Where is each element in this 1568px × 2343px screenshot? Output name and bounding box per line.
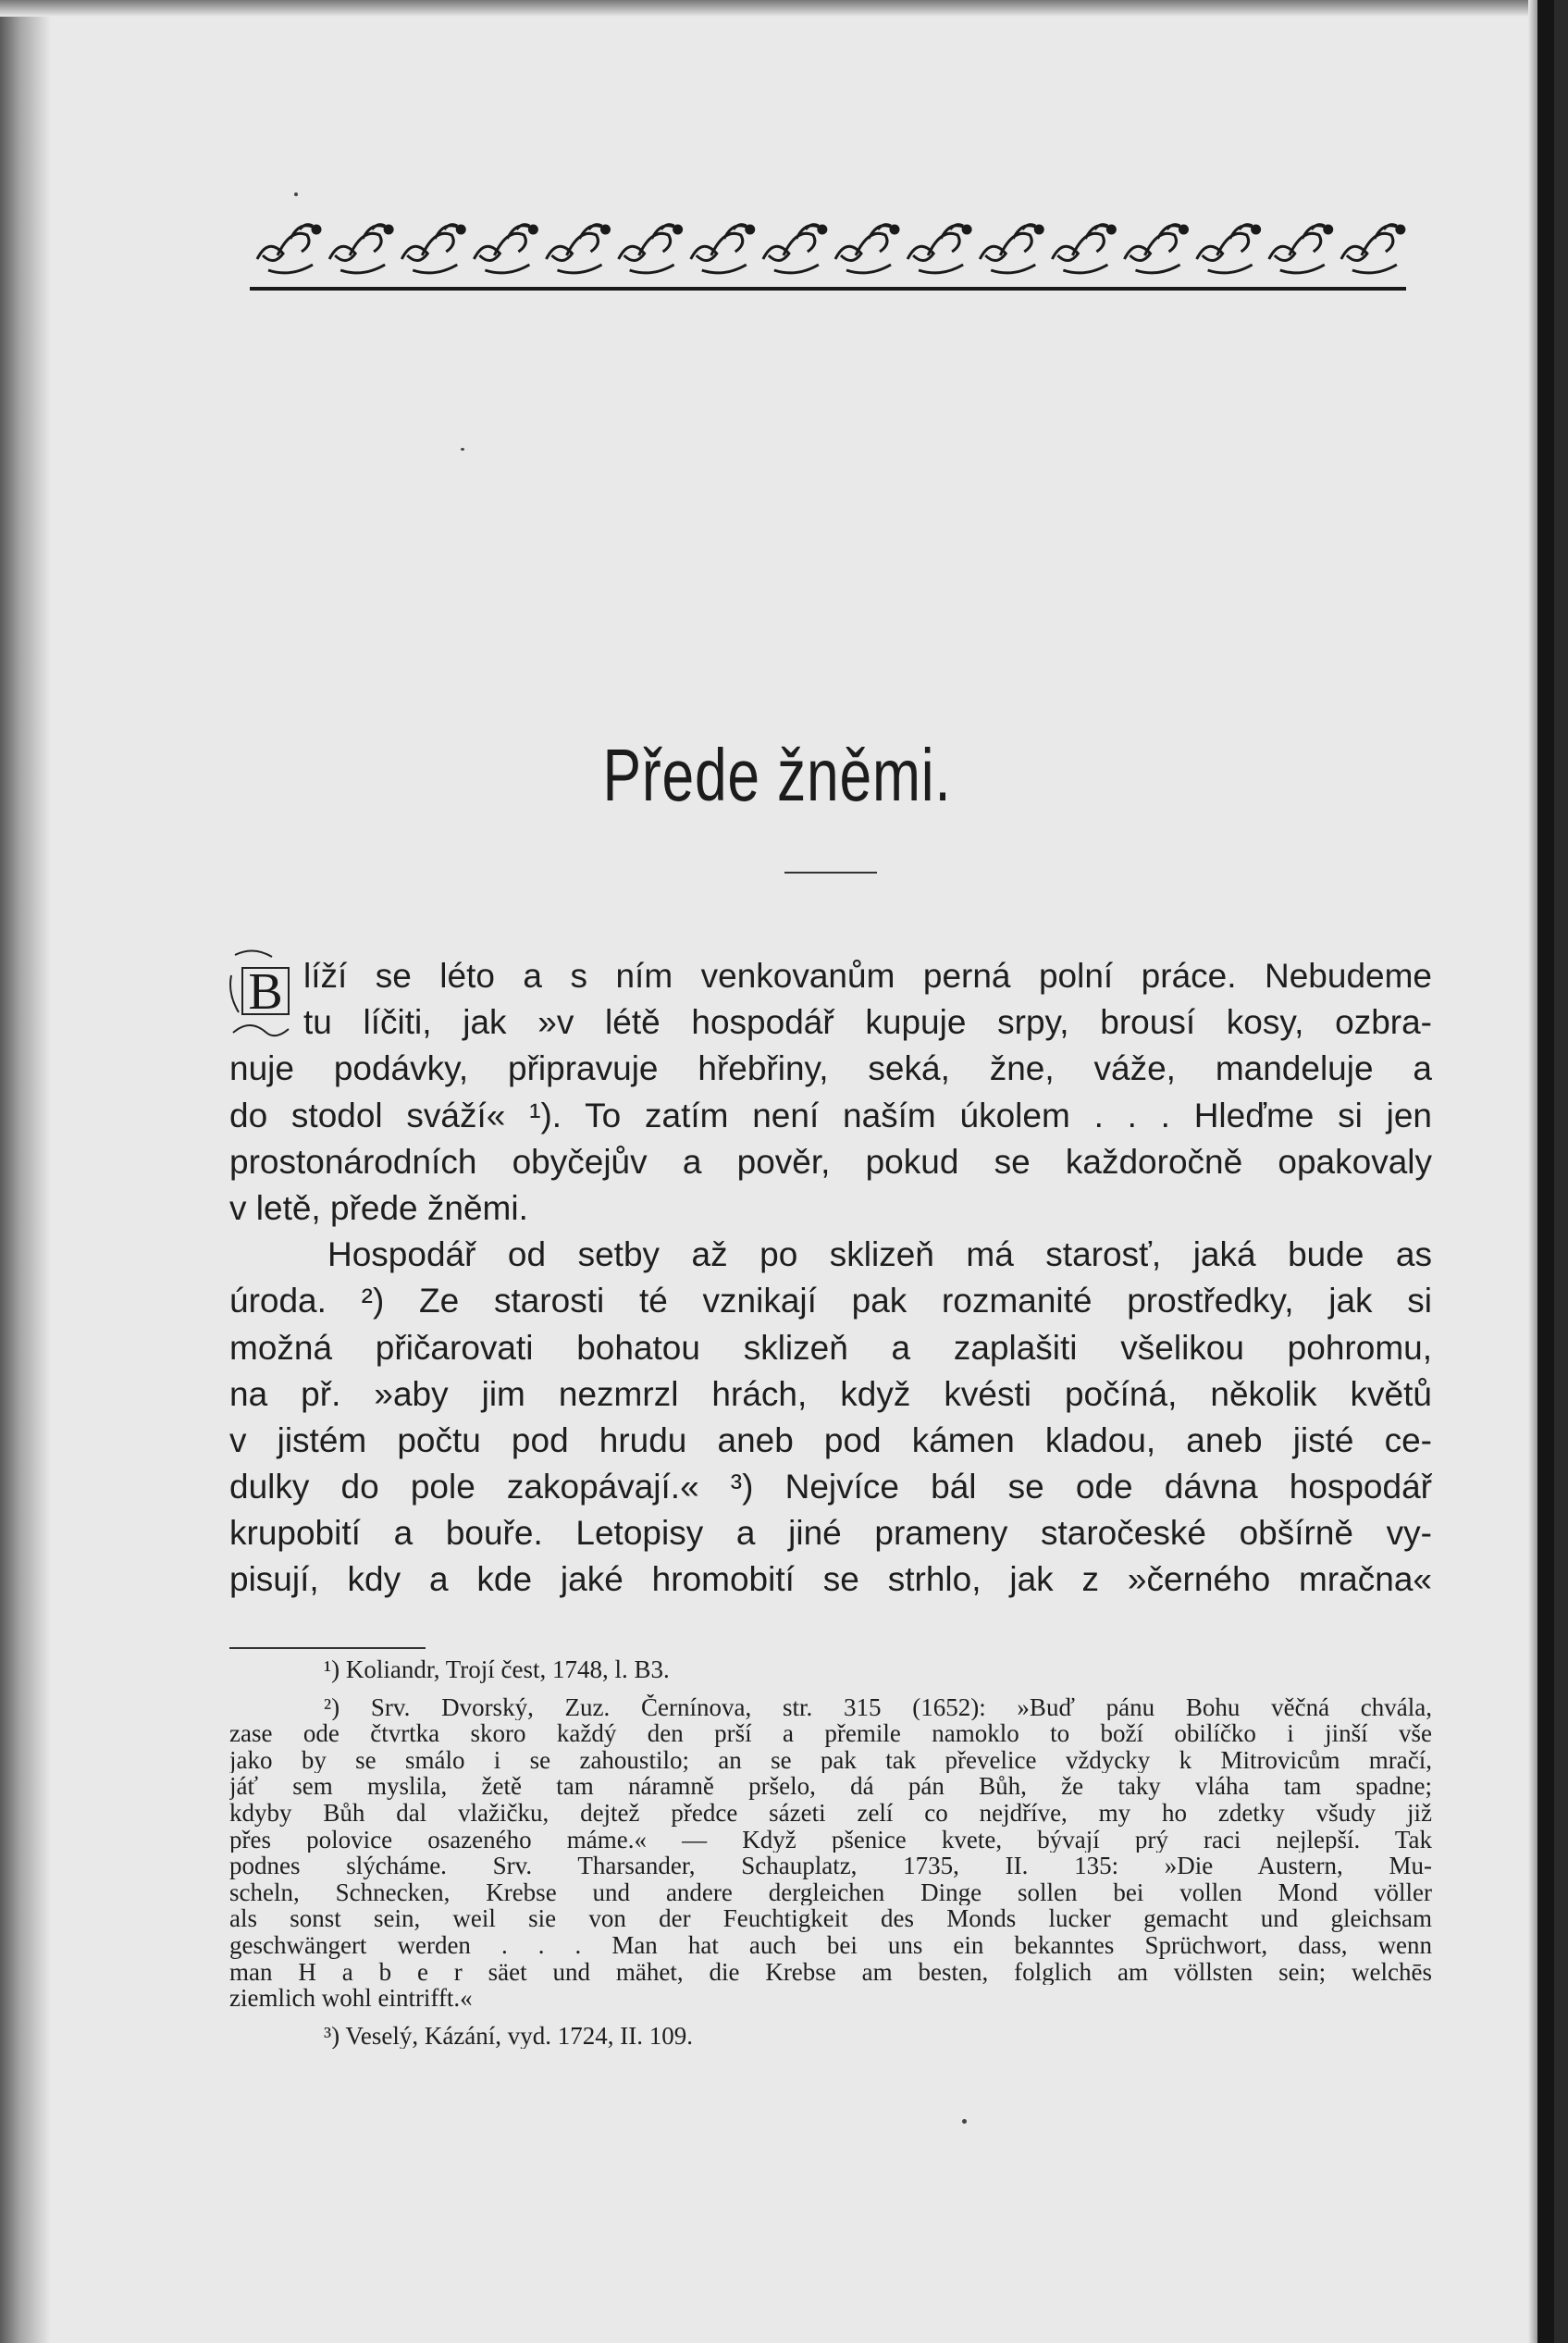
- ornament-dot: [385, 226, 392, 233]
- svg-text:B: B: [248, 963, 283, 1021]
- ornament-dot: [674, 226, 682, 233]
- body-line: možná přičarovati bohatou sklizeň a zaplašiti všelikou pohromu,: [229, 1328, 1432, 1367]
- body-line: prostonárodních obyčejův a pověr, pokud se každoročně opakovaly: [229, 1142, 1432, 1181]
- ornament-dot: [1035, 226, 1043, 233]
- footnote-line: podnes slýcháme. Srv. Tharsander, Schauplatz, 1735, II. 135: »Die Austern, Mu-: [229, 1853, 1432, 1879]
- page-edge-shadow: [1528, 0, 1537, 2343]
- footnote-line: scheln, Schnecken, Krebse und andere dergleichen Dinge sollen bei vollen Mond völler: [229, 1878, 1432, 1906]
- ornament-dot: [747, 226, 754, 233]
- ornament-dot: [529, 226, 537, 233]
- body-line: do stodol sváží« ¹). To zatím není naším úkolem . . . Hleďme si jen: [229, 1096, 1432, 1134]
- paper-speck: [461, 448, 464, 451]
- body-line: líží se léto a s ním venkovanům perná polní práce. Nebudeme: [303, 957, 1432, 995]
- paper-speck: [962, 2119, 967, 2124]
- footnote-line: ³) Veselý, Kázání, vyd. 1724, II. 109.: [324, 2022, 694, 2050]
- body-text: [229, 953, 1432, 1604]
- body-line: pisují, kdy a kde jaké hromobití se strhlo, jak z »černého mračna«: [229, 1560, 1432, 1599]
- body-line: v letě, přede žněmi.: [229, 1188, 528, 1227]
- footnote-line: ziemlich wohl eintrifft.«: [229, 1985, 473, 2012]
- body-line: v jistém počtu pod hrudu aneb pod kámen kladou, aneb jisté ce-: [229, 1420, 1432, 1459]
- footnote-line: ²) Srv. Dvorský, Zuz. Černínova, str. 315 (1652): »Buď pánu Bohu věčná chvála,: [324, 1693, 1432, 1721]
- ornament-scroll: [835, 225, 893, 273]
- ornament-dot: [819, 226, 826, 233]
- ornament-dot: [1325, 226, 1332, 233]
- ornament-dot: [1397, 226, 1404, 233]
- decorative-header-ornament: [250, 202, 1406, 292]
- ornament-scroll: [907, 225, 965, 273]
- paper-speck: [294, 192, 298, 196]
- body-line: Hospodář od setby až po sklizeň má starosť, jaká bude as: [327, 1235, 1432, 1274]
- ornament-scroll: [1197, 225, 1254, 273]
- ornament-scroll: [691, 225, 748, 273]
- ornament-scroll: [619, 225, 676, 273]
- page-edge-right: [1537, 0, 1554, 2343]
- ornament-border-icon: [250, 202, 1406, 292]
- footnote-line: als sonst sein, weil sie von der Feuchtigkeit des Monds lucker gemacht und gleichsam: [229, 1905, 1432, 1932]
- ornament-scroll: [257, 225, 315, 273]
- ornament-scroll: [763, 225, 821, 273]
- footnote-line: přes polovice osazeného máme.« — Když pšenice kvete, bývají prý raci nejlepší. Tak: [229, 1826, 1432, 1853]
- body-line: dulky do pole zakopávají.« ³) Nejvíce bál se ode dávna hospodář: [229, 1468, 1432, 1506]
- footnote-line: man H a b e r säet und mähet, die Krebse am besten, folglich am völlsten sein; welchēs: [229, 1958, 1432, 1986]
- footnote-line: geschwängert werden . . . Man hat auch bei uns ein bekanntes Sprüchwort, dass, wenn: [229, 1931, 1432, 1959]
- ornament-dot: [1180, 226, 1188, 233]
- ornament-scroll: [547, 225, 604, 273]
- footnote-line: zase ode čtvrtka skoro každý den prší a přemile namoklo to boží obilíčko i jinší vše: [229, 1720, 1432, 1747]
- ornament-dot: [1253, 226, 1260, 233]
- footnotes: [229, 1656, 1432, 2049]
- footnote-line: ¹) Koliandr, Trojí čest, 1748, l. B3.: [324, 1656, 670, 1683]
- ornament-scroll: [329, 225, 387, 273]
- ornament-dot: [891, 226, 898, 233]
- page-shadow-left: [0, 0, 51, 2343]
- footnote-line: jako by se smálo i se zahoustilo; an se pak tak převelice vždycky k Mitrovicům mračí,: [229, 1746, 1432, 1774]
- ornament-scroll: [1269, 225, 1327, 273]
- ornament-scroll: [1125, 225, 1182, 273]
- page-shadow-top: [0, 0, 1554, 17]
- footnote-line: jáť sem myslila, žetě tam náramně pršelo, dá pán Bůh, že taky vláha tam spadne;: [229, 1773, 1432, 1800]
- body-line: nuje podávky, připravuje hřebřiny, seká, žne, váže, mandeluje a: [229, 1049, 1432, 1088]
- ornament-dot: [313, 226, 320, 233]
- ornament-scroll: [980, 225, 1037, 273]
- footnote-line: kdyby Bůh dal vlažičku, dejtež předce sázeti zelí co nejdříve, my ho zdetky všudy již: [229, 1799, 1432, 1827]
- ornament-scroll: [1341, 225, 1399, 273]
- body-line: úroda. ²) Ze starosti té vznikají pak rozmanité prostředky, jak si: [229, 1282, 1432, 1320]
- body-line: tu líčiti, jak »v létě hospodář kupuje srpy, brousí kosy, ozbra-: [303, 1003, 1432, 1042]
- title-divider: [784, 872, 877, 874]
- ornament-dot: [963, 226, 970, 233]
- ornament-dot: [1107, 226, 1115, 233]
- ornament-dot: [602, 226, 610, 233]
- ornament-scroll: [1052, 225, 1109, 273]
- ornament-scroll: [474, 225, 531, 273]
- body-line: krupobití a bouře. Letopisy a jiné prameny staročeské obšírně vy-: [229, 1514, 1432, 1553]
- ornament-scroll: [401, 225, 459, 273]
- footnote-divider: [229, 1647, 426, 1649]
- ornament-dot: [457, 226, 464, 233]
- chapter-title: Přede žněmi.: [602, 734, 952, 816]
- body-line: na př. »aby jim nezmrzl hrách, když kvésti počíná, několik květů: [229, 1374, 1432, 1413]
